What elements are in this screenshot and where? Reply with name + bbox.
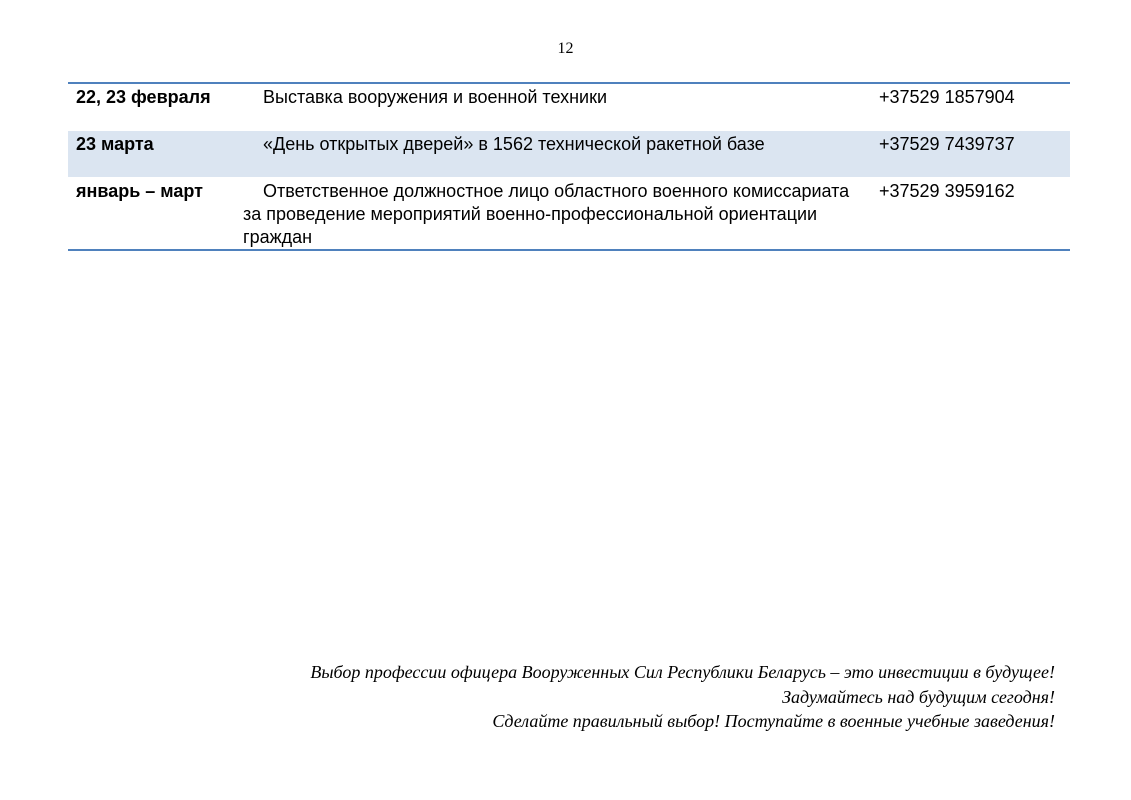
event-date: январь – март <box>76 181 203 201</box>
contact-phone: +37529 1857904 <box>879 87 1015 107</box>
slogan-line: Задумайтесь над будущим сегодня! <box>782 686 1055 707</box>
table-row <box>68 83 1070 131</box>
contact-phone: +37529 7439737 <box>871 131 1070 177</box>
event-description: «День открытых дверей» в 1562 технической ракетной базе <box>235 131 871 177</box>
table-row <box>68 131 1070 177</box>
slogan-line: Сделайте правильный выбор! Поступайте в военные учебные заведения! <box>492 711 1055 731</box>
event-description: Ответственное должностное лицо областного военного комиссариата за проведение мероприятий военно-профессиональной ориентации граждан <box>243 181 850 247</box>
closing-slogan <box>155 660 1055 734</box>
event-description: Выставка вооружения и военной техники <box>263 87 607 107</box>
event-date: 23 марта <box>68 131 235 177</box>
table-row <box>68 177 1070 250</box>
contact-phone: +37529 3959162 <box>879 181 1015 201</box>
page-number: 12 <box>557 40 574 57</box>
event-date: 22, 23 февраля <box>76 87 211 107</box>
slogan-line: Выбор профессии офицера Вооруженных Сил Республики Беларусь – это инвестиции в будущее! <box>310 662 1055 682</box>
events-table <box>68 82 1070 251</box>
